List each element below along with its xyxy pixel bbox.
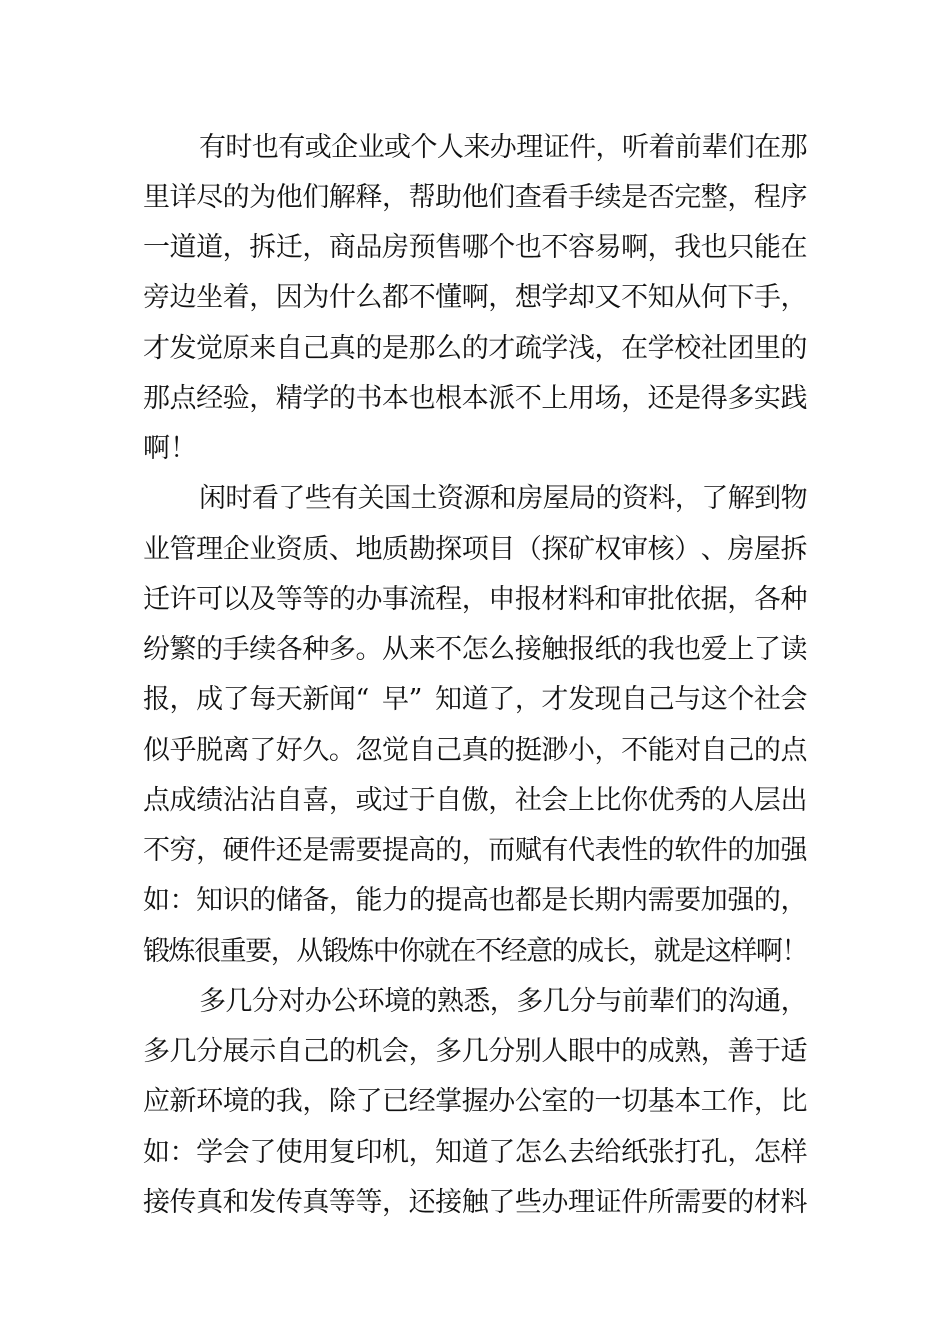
paragraph-3-line-4 <box>0 1133 950 1173</box>
text-line: 里 详 尽 的 为 他 们 解 释 ， 帮 助 他 们 查 看 手 续 是 否 完 整 ， 程 序 <box>143 182 808 213</box>
text-line: 锻 炼 很 重 要 ， 从 锻 炼 中 你 就 在 不 经 意 的 成 长 ， 就 是 这 样 啊 ！ <box>143 936 809 967</box>
paragraph-2-line-10 <box>0 932 950 972</box>
text-line: 那 点 经 验 ， 精 学 的 书 本 也 根 本 派 不 上 用 场 ， 还 是 得 多 实 践 <box>143 383 808 414</box>
paragraph-2-line-3 <box>0 580 950 620</box>
paragraph-2-line-2 <box>0 530 950 570</box>
paragraph-3-line-3 <box>0 1082 950 1122</box>
text-line: 迁 许 可 以 及 等 等 的 办 事 流 程 ， 申 报 材 料 和 审 批 依 据 ， 各 种 <box>143 584 808 615</box>
text-line: 闲 时 看 了 些 有 关 国 土 资 源 和 房 屋 局 的 资 料 ， 了 解 到 物 <box>199 483 808 514</box>
paragraph-3-line-1 <box>0 982 950 1022</box>
paragraph-1-line-7 <box>0 429 950 469</box>
text-line: 似 乎 脱 离 了 好 久 。 忽 觉 自 己 真 的 挺 渺 小 ， 不 能 对 自 己 的 点 <box>143 735 808 766</box>
paragraph-2-line-5 <box>0 680 950 720</box>
paragraph-2-line-6 <box>0 731 950 771</box>
paragraph-2-line-1 <box>0 479 950 519</box>
text-line: 纷 繁 的 手 续 各 种 多 。 从 来 不 怎 么 接 触 报 纸 的 我 也 爱 上 了 读 <box>143 634 808 665</box>
text-line: 旁 边 坐 着 ， 因 为 什 么 都 不 懂 啊 ， 想 学 却 又 不 知 从 何 下 手 ， <box>143 282 808 313</box>
text-line: 啊！ <box>143 433 197 464</box>
paragraph-1-line-5 <box>0 329 950 369</box>
text-line: 应 新 环 境 的 我 ， 除 了 已 经 掌 握 办 公 室 的 一 切 基 本 工 作 ， 比 <box>143 1086 808 1117</box>
paragraph-1-line-4 <box>0 278 950 318</box>
text-line: 一 道 道 ， 拆 迁 ， 商 品 房 预 售 哪 个 也 不 容 易 啊 ， 我 也 只 能 在 <box>143 232 808 263</box>
text-line: 如 ： 学 会 了 使 用 复 印 机 ， 知 道 了 怎 么 去 给 纸 张 打 孔 ， 怎 样 <box>143 1137 808 1168</box>
text-line: 业 管 理 企 业 资 质 、 地 质 勘 探 项 目 （ 探 矿 权 审 核 ） 、 房 屋 拆 <box>143 534 808 565</box>
paragraph-2-line-4 <box>0 630 950 670</box>
paragraph-1-line-6 <box>0 379 950 419</box>
text-line: 多 几 分 对 办 公 环 境 的 熟 悉 ， 多 几 分 与 前 辈 们 的 沟 通 ， <box>199 986 808 1017</box>
text-line: 如 ： 知 识 的 储 备 ， 能 力 的 提 高 也 都 是 长 期 内 需 要 加 强 的 ， <box>143 885 808 916</box>
paragraph-2-line-7 <box>0 781 950 821</box>
text-line: 点 成 绩 沾 沾 自 喜 ， 或 过 于 自 傲 ， 社 会 上 比 你 优 秀 的 人 层 出 <box>143 785 808 816</box>
paragraph-1-line-3 <box>0 228 950 268</box>
text-line: 接 传 真 和 发 传 真 等 等 ， 还 接 触 了 些 办 理 证 件 所 需 要 的 材 料 <box>143 1187 808 1218</box>
text-line: 报 ， 成 了 每 天 新 闻 “ 早 ” 知 道 了 ， 才 发 现 自 己 与 这 个 社 会 <box>143 684 808 715</box>
text-line: 不 穷 ， 硬 件 还 是 需 要 提 高 的 ， 而 赋 有 代 表 性 的 软 件 的 加 强 <box>143 835 808 866</box>
paragraph-3-line-5 <box>0 1183 950 1223</box>
paragraph-2-line-9 <box>0 881 950 921</box>
paragraph-3-line-2 <box>0 1032 950 1072</box>
paragraph-1-line-2 <box>0 178 950 218</box>
paragraph-1-line-1 <box>0 128 950 168</box>
text-line: 才 发 觉 原 来 自 己 真 的 是 那 么 的 才 疏 学 浅 ， 在 学 校 社 团 里 的 <box>143 333 808 364</box>
paragraph-2-line-8 <box>0 831 950 871</box>
text-line: 多 几 分 展 示 自 己 的 机 会 ， 多 几 分 别 人 眼 中 的 成 熟 ， 善 于 适 <box>143 1036 808 1067</box>
text-line: 有 时 也 有 或 企 业 或 个 人 来 办 理 证 件 ， 听 着 前 辈 们 在 那 <box>199 132 808 163</box>
